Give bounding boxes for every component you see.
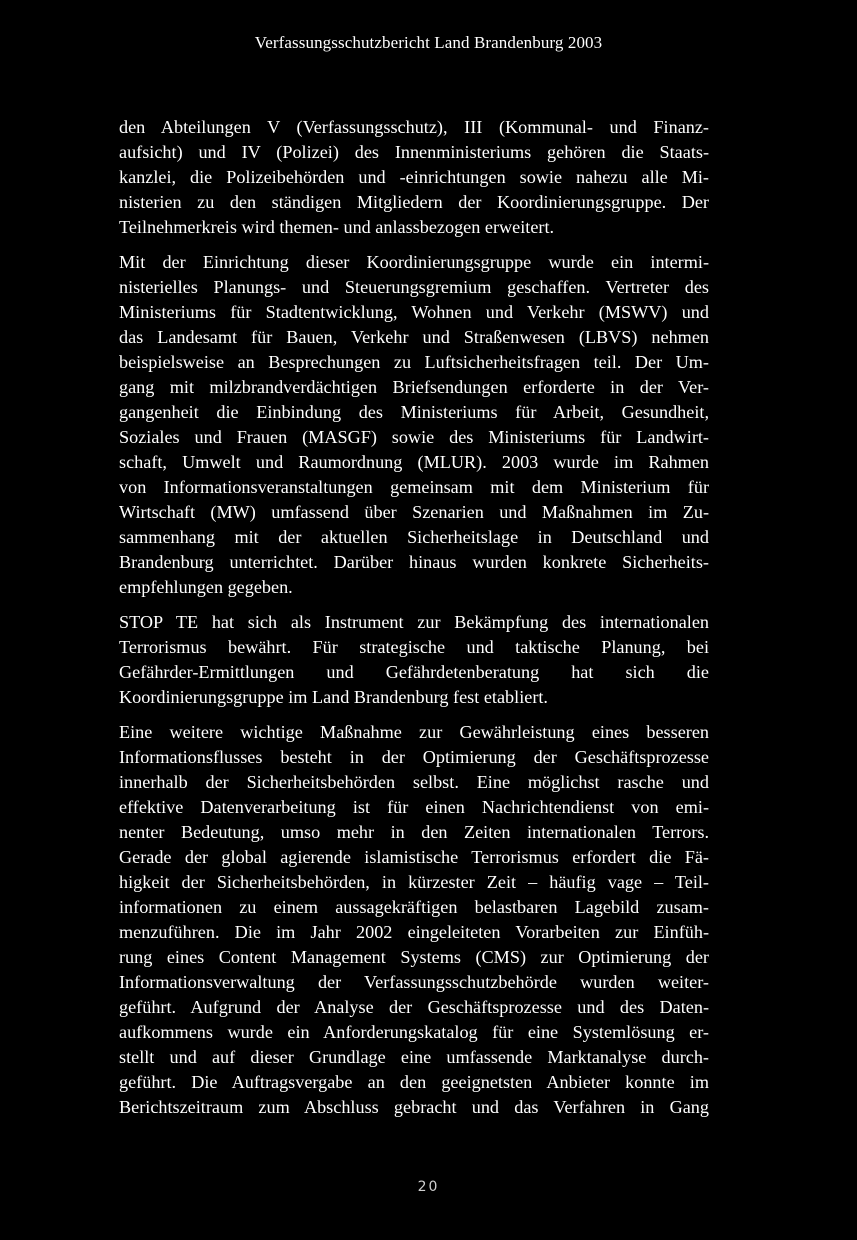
text-line: aufkommens wurde ein Anforderungskatalog für eine Systemlösung er- [119,1022,709,1042]
text-line: Brandenburg unterrichtet. Darüber hinaus wurden konkrete Sicherheits- [119,552,709,572]
text-line: geführt. Aufgrund der Analyse der Geschäftsprozesse und des Daten- [119,997,709,1017]
paragraph-2 [119,250,709,600]
text-line: Koordinierungsgruppe im Land Brandenburg fest etabliert. [119,687,548,707]
text-line: stellt und auf dieser Grundlage eine umfassende Marktanalyse durch- [119,1047,709,1067]
text-line: Soziales und Frauen (MASGF) sowie des Ministeriums für Landwirt- [119,427,709,447]
text-line: geführt. Die Auftragsvergabe an den geeignetsten Anbieter konnte im [119,1072,709,1092]
text-line: innerhalb der Sicherheitsbehörden selbst. Eine möglichst rasche und [119,772,709,792]
text-line: Wirtschaft (MW) umfassend über Szenarien und Maßnahmen im Zu- [119,502,709,522]
text-line: rung eines Content Management Systems (CMS) zur Optimierung der [119,947,709,967]
text-line: Ministeriums für Stadtentwicklung, Wohnen und Verkehr (MSWV) und [119,302,709,322]
text-line: empfehlungen gegeben. [119,577,293,597]
text-line: effektive Datenverarbeitung ist für einen Nachrichtendienst von emi- [119,797,709,817]
text-line: nisterielles Planungs- und Steuerungsgremium geschaffen. Vertreter des [119,277,709,297]
text-line: gangenheit die Einbindung des Ministeriums für Arbeit, Gesundheit, [119,402,709,422]
text-line: nisterien zu den ständigen Mitgliedern der Koordinierungsgruppe. Der [119,192,709,212]
text-line: Informationsverwaltung der Verfassungsschutzbehörde wurden weiter- [119,972,709,992]
text-line: Teilnehmerkreis wird themen- und anlassbezogen erweitert. [119,217,555,237]
paragraph-4 [119,720,709,1120]
text-line: Berichtszeitraum zum Abschluss gebracht und das Verfahren in Gang [119,1097,709,1117]
text-line: Mit der Einrichtung dieser Koordinierungsgruppe wurde ein intermi- [119,252,709,272]
text-line: beispielsweise an Besprechungen zu Luftsicherheitsfragen teil. Der Um- [119,352,709,372]
running-header: Verfassungsschutzbericht Land Brandenburg 2003 [254,33,603,52]
text-line: informationen zu einem aussagekräftigen belastbaren Lagebild zusam- [119,897,709,917]
page-number: 20 [417,1179,440,1195]
text-line: von Informationsveranstaltungen gemeinsam mit dem Ministerium für [119,477,709,497]
text-line: Terrorismus bewährt. Für strategische und taktische Planung, bei [119,637,709,657]
text-line: sammenhang mit der aktuellen Sicherheitslage in Deutschland und [119,527,709,547]
text-line: menzuführen. Die im Jahr 2002 eingeleiteten Vorarbeiten zur Einfüh- [119,922,709,942]
text-line: aufsicht) und IV (Polizei) des Innenministeriums gehören die Staats- [119,142,709,162]
text-line: gang mit milzbrandverdächtigen Briefsendungen erforderte in der Ver- [119,377,709,397]
paragraph-3 [119,610,709,710]
text-line: den Abteilungen V (Verfassungsschutz), III (Kommunal- und Finanz- [119,117,709,137]
text-line: Gerade der global agierende islamistische Terrorismus erfordert die Fä- [119,847,709,867]
body-text [119,115,709,1130]
text-line: das Landesamt für Bauen, Verkehr und Straßenwesen (LBVS) nehmen [119,327,709,347]
paragraph-1 [119,115,709,240]
text-line: Informationsflusses besteht in der Optimierung der Geschäftsprozesse [119,747,709,767]
text-line: Eine weitere wichtige Maßnahme zur Gewährleistung eines besseren [119,722,709,742]
text-line: higkeit der Sicherheitsbehörden, in kürzester Zeit – häufig vage – Teil- [119,872,709,892]
text-line: Gefährder-Ermittlungen und Gefährdetenberatung hat sich die [119,662,709,682]
text-line: nenter Bedeutung, umso mehr in den Zeiten internationalen Terrors. [119,822,709,842]
text-line: STOP TE hat sich als Instrument zur Bekämpfung des internationalen [119,612,709,632]
text-line: schaft, Umwelt und Raumordnung (MLUR). 2003 wurde im Rahmen [119,452,709,472]
text-line: kanzlei, die Polizeibehörden und -einrichtungen sowie nahezu alle Mi- [119,167,709,187]
